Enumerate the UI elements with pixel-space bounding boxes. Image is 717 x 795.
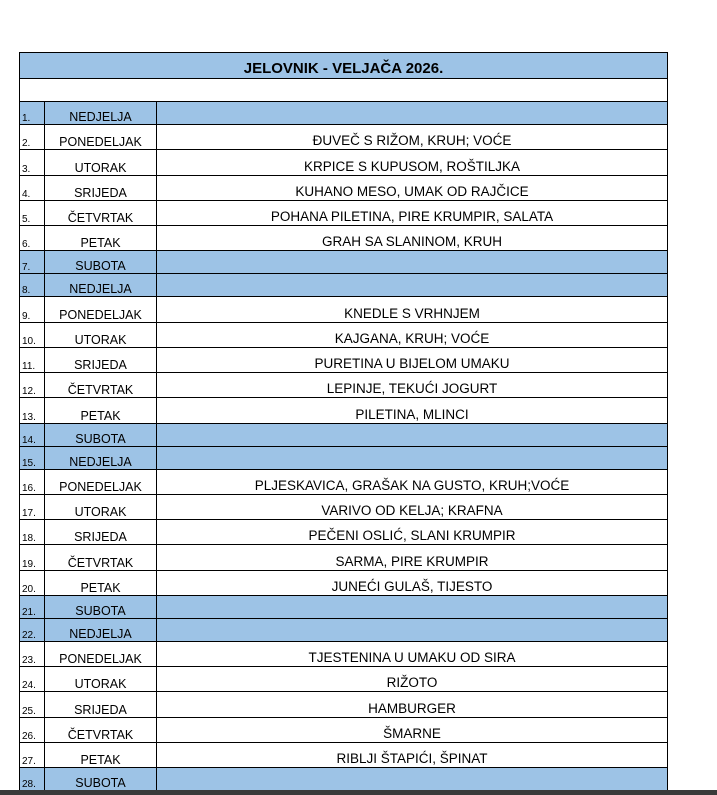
- day-number: 19.: [20, 545, 45, 570]
- table-row: [20, 251, 668, 274]
- day-number: 13.: [20, 398, 45, 423]
- table-row: [20, 102, 668, 125]
- table-row: [20, 398, 668, 423]
- table-row: [20, 175, 668, 200]
- table-row: [20, 274, 668, 297]
- meal-cell: [157, 618, 668, 641]
- day-name: PONEDELJAK: [45, 125, 157, 150]
- meal-cell: [157, 768, 668, 791]
- day-number: 24.: [20, 667, 45, 692]
- day-name: UTORAK: [45, 667, 157, 692]
- meal-cell: JUNEĆI GULAŠ, TIJESTO: [157, 570, 668, 595]
- day-number: 8.: [20, 274, 45, 297]
- table-row: [20, 494, 668, 519]
- day-name: SRIJEDA: [45, 520, 157, 545]
- day-name: NEDJELJA: [45, 274, 157, 297]
- day-name: PETAK: [45, 226, 157, 251]
- day-number: 1.: [20, 102, 45, 125]
- table-row: [20, 150, 668, 175]
- meal-cell: [157, 251, 668, 274]
- table-row: [20, 570, 668, 595]
- day-number: 17.: [20, 494, 45, 519]
- day-name: SRIJEDA: [45, 692, 157, 717]
- table-row: [20, 618, 668, 641]
- table-row: [20, 347, 668, 372]
- menu-table: [19, 52, 668, 791]
- day-number: 23.: [20, 641, 45, 666]
- day-name: PONEDELJAK: [45, 469, 157, 494]
- day-name: UTORAK: [45, 150, 157, 175]
- day-number: 3.: [20, 150, 45, 175]
- meal-cell: GRAH SA SLANINOM, KRUH: [157, 226, 668, 251]
- meal-cell: LEPINJE, TEKUĆI JOGURT: [157, 373, 668, 398]
- day-name: SUBOTA: [45, 595, 157, 618]
- table-row: [20, 768, 668, 791]
- day-name: SUBOTA: [45, 251, 157, 274]
- meal-cell: [157, 423, 668, 446]
- day-name: SUBOTA: [45, 768, 157, 791]
- day-name: PONEDELJAK: [45, 297, 157, 322]
- meal-cell: HAMBURGER: [157, 692, 668, 717]
- table-row: [20, 373, 668, 398]
- day-name: SUBOTA: [45, 423, 157, 446]
- menu-sheet: [19, 52, 668, 791]
- meal-cell: [157, 446, 668, 469]
- table-row: [20, 423, 668, 446]
- meal-cell: RIBLJI ŠTAPIĆI, ŠPINAT: [157, 742, 668, 767]
- day-number: 14.: [20, 423, 45, 446]
- table-row: [20, 226, 668, 251]
- day-name: UTORAK: [45, 322, 157, 347]
- table-row: [20, 641, 668, 666]
- day-name: SRIJEDA: [45, 175, 157, 200]
- table-row: [20, 297, 668, 322]
- day-name: ČETVRTAK: [45, 373, 157, 398]
- day-name: ČETVRTAK: [45, 717, 157, 742]
- day-number: 21.: [20, 595, 45, 618]
- bottom-edge-bar: [0, 790, 717, 795]
- day-name: SRIJEDA: [45, 347, 157, 372]
- day-number: 25.: [20, 692, 45, 717]
- day-number: 26.: [20, 717, 45, 742]
- meal-cell: PURETINA U BIJELOM UMAKU: [157, 347, 668, 372]
- day-number: 4.: [20, 175, 45, 200]
- blank-cell: [20, 79, 668, 102]
- meal-cell: TJESTENINA U UMAKU OD SIRA: [157, 641, 668, 666]
- meal-cell: PEČENI OSLIĆ, SLANI KRUMPIR: [157, 520, 668, 545]
- day-number: 6.: [20, 226, 45, 251]
- table-row: [20, 595, 668, 618]
- day-name: PETAK: [45, 742, 157, 767]
- day-number: 20.: [20, 570, 45, 595]
- day-number: 10.: [20, 322, 45, 347]
- meal-cell: ŠMARNE: [157, 717, 668, 742]
- meal-cell: VARIVO OD KELJA; KRAFNA: [157, 494, 668, 519]
- day-name: PONEDELJAK: [45, 641, 157, 666]
- day-number: 11.: [20, 347, 45, 372]
- table-row: [20, 446, 668, 469]
- day-number: 15.: [20, 446, 45, 469]
- table-row: [20, 667, 668, 692]
- day-number: 28.: [20, 768, 45, 791]
- table-row: [20, 322, 668, 347]
- day-number: 18.: [20, 520, 45, 545]
- day-name: ČETVRTAK: [45, 545, 157, 570]
- table-row: [20, 469, 668, 494]
- menu-table-body: [20, 53, 668, 791]
- table-row: [20, 200, 668, 225]
- meal-cell: SARMA, PIRE KRUMPIR: [157, 545, 668, 570]
- day-number: 2.: [20, 125, 45, 150]
- meal-cell: [157, 595, 668, 618]
- day-number: 7.: [20, 251, 45, 274]
- day-name: ČETVRTAK: [45, 200, 157, 225]
- day-number: 16.: [20, 469, 45, 494]
- menu-title: JELOVNIK - VELJAČA 2026.: [20, 53, 668, 79]
- table-row: [20, 692, 668, 717]
- day-number: 27.: [20, 742, 45, 767]
- meal-cell: KAJGANA, KRUH; VOĆE: [157, 322, 668, 347]
- day-name: PETAK: [45, 398, 157, 423]
- day-number: 12.: [20, 373, 45, 398]
- day-name: NEDJELJA: [45, 446, 157, 469]
- day-name: UTORAK: [45, 494, 157, 519]
- day-number: 9.: [20, 297, 45, 322]
- meal-cell: PLJESKAVICA, GRAŠAK NA GUSTO, KRUH;VOĆE: [157, 469, 668, 494]
- day-name: NEDJELJA: [45, 618, 157, 641]
- title-row: [20, 53, 668, 79]
- day-name: PETAK: [45, 570, 157, 595]
- meal-cell: POHANA PILETINA, PIRE KRUMPIR, SALATA: [157, 200, 668, 225]
- blank-row: [20, 79, 668, 102]
- meal-cell: [157, 274, 668, 297]
- day-name: NEDJELJA: [45, 102, 157, 125]
- table-row: [20, 520, 668, 545]
- meal-cell: [157, 102, 668, 125]
- meal-cell: PILETINA, MLINCI: [157, 398, 668, 423]
- meal-cell: ĐUVEČ S RIŽOM, KRUH; VOĆE: [157, 125, 668, 150]
- table-row: [20, 717, 668, 742]
- meal-cell: KRPICE S KUPUSOM, ROŠTILJKA: [157, 150, 668, 175]
- day-number: 5.: [20, 200, 45, 225]
- meal-cell: RIŽOTO: [157, 667, 668, 692]
- table-row: [20, 545, 668, 570]
- table-row: [20, 742, 668, 767]
- day-number: 22.: [20, 618, 45, 641]
- table-row: [20, 125, 668, 150]
- meal-cell: KUHANO MESO, UMAK OD RAJČICE: [157, 175, 668, 200]
- meal-cell: KNEDLE S VRHNJEM: [157, 297, 668, 322]
